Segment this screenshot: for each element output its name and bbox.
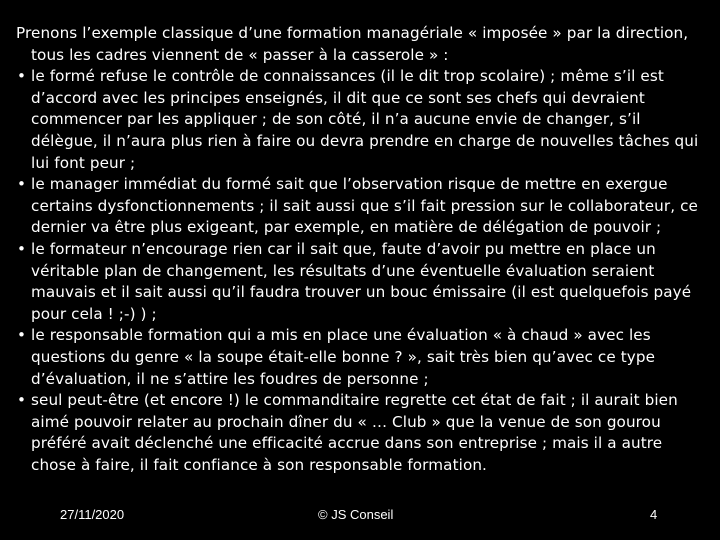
bullet-text: seul peut-être (et encore !) le commanditaire regrette cet état de fait ; il aurait bien aimé pouvoir relater au prochain dîner du « … Club » que la venue de son gourou préféré avait déclenché une efficacité accrue dans son entreprise ; mais il a autre chose à faire, il fait confiance à son responsable formation. <box>31 391 678 474</box>
bullet-icon: • <box>17 67 27 86</box>
bullet-item-forme <box>16 66 706 174</box>
bullet-item-commanditaire <box>16 390 706 476</box>
slide-body <box>16 23 706 476</box>
bullet-item-responsable <box>16 325 706 390</box>
bullet-list <box>16 66 706 476</box>
bullet-icon: • <box>17 326 27 345</box>
footer-copyright: © JS Conseil <box>318 507 394 522</box>
bullet-icon: • <box>17 175 27 194</box>
intro-paragraph: Prenons l’exemple classique d’une formation managériale « imposée » par la direction, tous les cadres viennent de « passer à la casserole » : <box>16 24 689 64</box>
bullet-text: le formateur n’encourage rien car il sait que, faute d’avoir pu mettre en place un véritable plan de changement, les résultats d’une éventuelle évaluation seraient mauvais et il sait aussi qu’il faudra trouver un bouc émissaire (il est quelquefois payé pour cela ! ;-) ) ; <box>31 239 692 323</box>
slide-number: 4 <box>650 507 658 522</box>
bullet-icon: • <box>17 391 27 410</box>
footer-date: 27/11/2020 <box>60 507 125 522</box>
bullet-text: le manager immédiat du formé sait que l’observation risque de mettre en exergue certains dysfonctionnements ; il sait aussi que s’il fait pression sur le collaborateur, ce dernier va être plus exigeant, par exemple, en matière de délégation de pouvoir ; <box>31 175 698 237</box>
bullet-text: le formé refuse le contrôle de connaissances (il le dit trop scolaire) ; même s’il est d’accord avec les principes enseignés, il dit que ce sont ses chefs qui devraient commencer par les appliquer ; de son côté, il n’a aucune envie de changer, s’il délègue, il n’aura plus rien à faire ou devra prendre en charge de nouvelles tâches qui lui font peur ; <box>31 67 699 172</box>
bullet-item-manager <box>16 174 706 239</box>
bullet-text: le responsable formation qui a mis en place une évaluation « à chaud » avec les questions du genre « la soupe était-elle bonne ? », sait très bien qu’avec ce type d’évaluation, il ne s’attire les foudres de personne ; <box>31 326 656 388</box>
bullet-item-formateur <box>16 239 706 325</box>
bullet-icon: • <box>17 239 27 258</box>
